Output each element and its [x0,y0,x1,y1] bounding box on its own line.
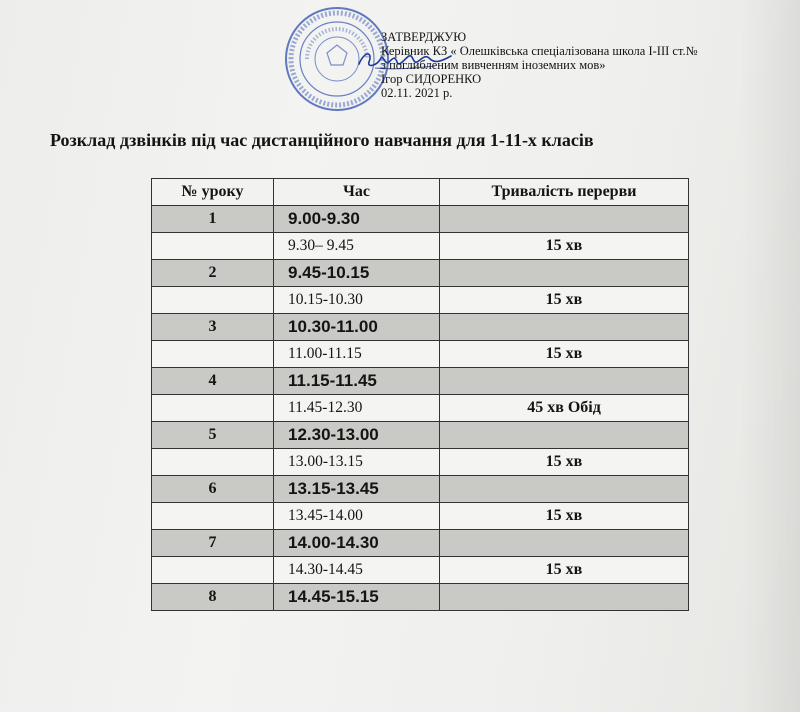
approval-position: Керівник КЗ « Олешківська спеціалізована школа І-ІІІ ст.№ [381,44,698,58]
approval-school: з поглибленим вивченням іноземних мов» [381,58,606,72]
time-cell: 14.45-15.15 [274,584,440,611]
break-row [152,341,689,368]
approval-block [381,30,698,100]
break-row [152,233,689,260]
break-row [152,503,689,530]
time-cell: 13.45-14.00 [274,503,440,530]
time-cell: 11.15-11.45 [274,368,440,395]
time-cell: 9.30– 9.45 [274,233,440,260]
lesson-number-cell [152,449,274,476]
time-cell: 11.45-12.30 [274,395,440,422]
time-cell: 9.00-9.30 [274,206,440,233]
lesson-number-cell [152,503,274,530]
lesson-number-cell: 4 [152,368,274,395]
time-cell: 11.00-11.15 [274,341,440,368]
lesson-row [152,476,689,503]
lesson-row [152,314,689,341]
break-duration-cell [440,206,689,233]
break-duration-cell: 15 хв [440,233,689,260]
lesson-row [152,422,689,449]
break-duration-cell: 15 хв [440,341,689,368]
lesson-number-cell: 8 [152,584,274,611]
break-row [152,287,689,314]
bell-schedule-table [151,178,689,611]
lesson-row [152,368,689,395]
lesson-number-cell [152,395,274,422]
time-cell: 13.15-13.45 [274,476,440,503]
break-row [152,395,689,422]
time-cell: 14.30-14.45 [274,557,440,584]
lesson-number-cell [152,557,274,584]
break-duration-cell [440,584,689,611]
header-lesson-number: № уроку [152,179,274,206]
time-cell: 9.45-10.15 [274,260,440,287]
break-duration-cell: 15 хв [440,503,689,530]
break-duration-cell: 15 хв [440,557,689,584]
time-cell: 12.30-13.00 [274,422,440,449]
break-duration-cell [440,530,689,557]
lesson-number-cell: 1 [152,206,274,233]
lesson-number-cell: 5 [152,422,274,449]
break-duration-cell [440,368,689,395]
time-cell: 13.00-13.15 [274,449,440,476]
lesson-number-cell [152,233,274,260]
lesson-number-cell: 2 [152,260,274,287]
page-title: Розклад дзвінків під час дистанційного навчання для 1-11-х класів [50,130,594,150]
break-duration-cell: 45 хв Обід [440,395,689,422]
time-cell: 14.00-14.30 [274,530,440,557]
lesson-number-cell: 6 [152,476,274,503]
header-time: Час [274,179,440,206]
lesson-row [152,530,689,557]
lesson-number-cell [152,341,274,368]
break-duration-cell: 15 хв [440,449,689,476]
approval-heading: ЗАТВЕРДЖУЮ [381,30,467,44]
approval-name: Ігор СИДОРЕНКО [381,72,482,86]
break-duration-cell [440,422,689,449]
table-header-row [152,179,689,206]
approval-date: 02.11. 2021 р. [381,86,453,100]
break-duration-cell: 15 хв [440,287,689,314]
break-duration-cell [440,260,689,287]
header-break-duration: Тривалість перерви [440,179,689,206]
break-duration-cell [440,314,689,341]
break-duration-cell [440,476,689,503]
page-shadow [740,0,800,712]
time-cell: 10.15-10.30 [274,287,440,314]
lesson-row [152,206,689,233]
time-cell: 10.30-11.00 [274,314,440,341]
break-row [152,557,689,584]
lesson-number-cell [152,287,274,314]
lesson-row [152,584,689,611]
lesson-number-cell: 7 [152,530,274,557]
break-row [152,449,689,476]
lesson-number-cell: 3 [152,314,274,341]
lesson-row [152,260,689,287]
